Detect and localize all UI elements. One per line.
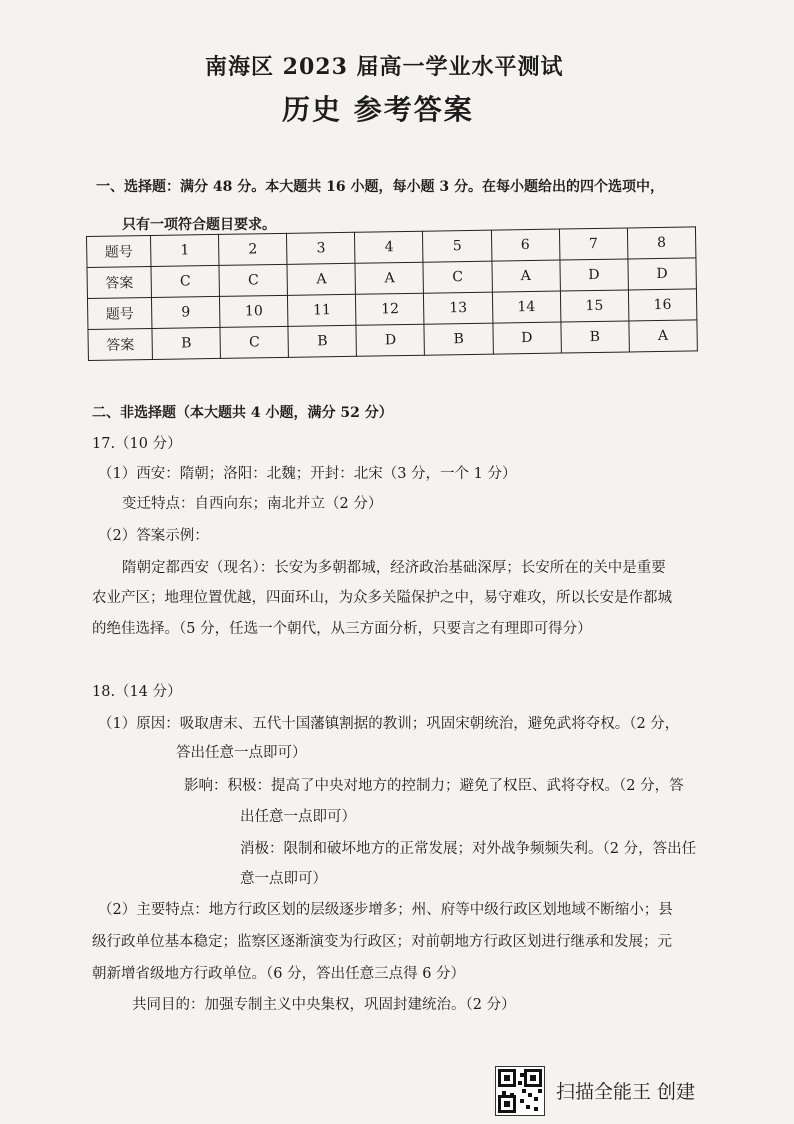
- table-cell: 题号: [87, 297, 152, 329]
- table-cell: D: [356, 324, 425, 356]
- table-cell: B: [424, 323, 493, 355]
- answer-table: [86, 226, 698, 361]
- q17-part1-feature: 变迁特点：自西向东；南北并立（2 分）: [122, 496, 383, 512]
- table-cell: 8: [627, 227, 696, 259]
- table-cell: 答案: [87, 266, 152, 298]
- table-cell: A: [287, 263, 356, 295]
- q18-part2-features-line3: 朝新增省级地方行政单位。（6 分，答出任意三点得 6 分）: [92, 966, 466, 982]
- table-cell: 3: [287, 232, 356, 264]
- table-cell: 7: [559, 228, 628, 260]
- table-cell: C: [220, 326, 289, 358]
- q18-part2-features: （2）主要特点：地方行政区划的层级逐步增多；州、府等中级行政区划地域不断缩小；县: [98, 902, 673, 918]
- table-cell: A: [355, 262, 424, 294]
- table-cell: C: [219, 264, 288, 296]
- q18-part2-features-line2: 级行政单位基本稳定；监察区逐渐演变为行政区；对前朝地方行政区划进行继承和发展；元: [92, 934, 672, 950]
- table-cell: 题号: [87, 235, 152, 267]
- table-cell: D: [560, 259, 629, 291]
- q17-answer-line3: 的绝佳选择。（5 分，任选一个朝代，从三方面分析，只要言之有理即可得分）: [92, 621, 592, 637]
- table-cell: B: [561, 321, 630, 353]
- q18-part1-reason-cont: 答出任意一点即可）: [176, 745, 307, 761]
- table-cell: C: [151, 265, 219, 297]
- q18-title: 18.（14 分）: [92, 684, 182, 700]
- scanner-watermark: 扫描全能王 创建: [556, 1081, 696, 1103]
- q18-impact-negative: 消极：限制和破坏地方的正常发展；对外战争频频失利。（2 分，答出任: [240, 841, 697, 857]
- section1-heading: 一、选择题：满分 48 分。本大题共 16 小题，每小题 3 分。在每小题给出的四个选项中，: [96, 179, 664, 195]
- section2-heading: 二、非选择题（本大题共 4 小题，满分 52 分）: [92, 405, 393, 421]
- table-cell: A: [629, 320, 698, 352]
- table-cell: 16: [628, 289, 697, 321]
- q18-part1-reason: （1）原因：吸取唐末、五代十国藩镇割据的教训；巩固宋朝统治，避免武将夺权。（2 分，: [98, 716, 680, 732]
- q18-impact-positive-cont: 出任意一点即可）: [240, 809, 356, 825]
- table-cell: B: [152, 327, 220, 359]
- table-cell: 14: [492, 291, 561, 323]
- table-cell: 13: [424, 292, 493, 324]
- table-cell: D: [628, 258, 697, 290]
- q17-answer-line1: 隋朝定都西安（现名）：长安为多朝都城，经济政治基础深厚；长安所在的关中是重要: [122, 560, 666, 576]
- table-cell: A: [492, 260, 561, 292]
- q17-part2: （2）答案示例：: [98, 528, 209, 544]
- table-cell: 答案: [88, 328, 153, 360]
- table-cell: 15: [560, 290, 629, 322]
- table-cell: C: [423, 261, 492, 293]
- page-subtitle: 历史 参考答案: [282, 93, 474, 126]
- qr-code-icon: [495, 1066, 545, 1116]
- table-cell: 11: [288, 294, 357, 326]
- table-cell: 5: [423, 230, 492, 262]
- table-cell: 2: [219, 233, 288, 265]
- table-cell: 4: [355, 231, 424, 263]
- q18-impact-negative-cont: 意一点即可）: [240, 871, 327, 887]
- q17-part1: （1）西安：隋朝；洛阳：北魏；开封：北宋（3 分，一个 1 分）: [98, 466, 517, 482]
- table-cell: 6: [491, 229, 560, 261]
- table-cell: 9: [152, 296, 220, 328]
- table-cell: 1: [151, 234, 219, 266]
- q18-impact-positive: 影响：积极：提高了中央对地方的控制力；避免了权臣、武将夺权。（2 分，答: [184, 778, 684, 794]
- table-cell: 12: [356, 293, 425, 325]
- table-cell: 10: [220, 295, 289, 327]
- q17-title: 17.（10 分）: [92, 436, 182, 452]
- exam-title: 南海区 2023 届高一学业水平测试: [205, 54, 564, 80]
- table-cell: B: [288, 325, 357, 357]
- q17-answer-line2: 农业产区；地理位置优越，四面环山，为众多关隘保护之中，易守难攻，所以长安是作都城: [92, 590, 672, 606]
- section1-heading-cont: 只有一项符合题目要求。: [122, 217, 276, 233]
- q18-common-purpose: 共同目的：加强专制主义中央集权，巩固封建统治。（2 分）: [132, 997, 516, 1013]
- table-cell: D: [492, 322, 561, 354]
